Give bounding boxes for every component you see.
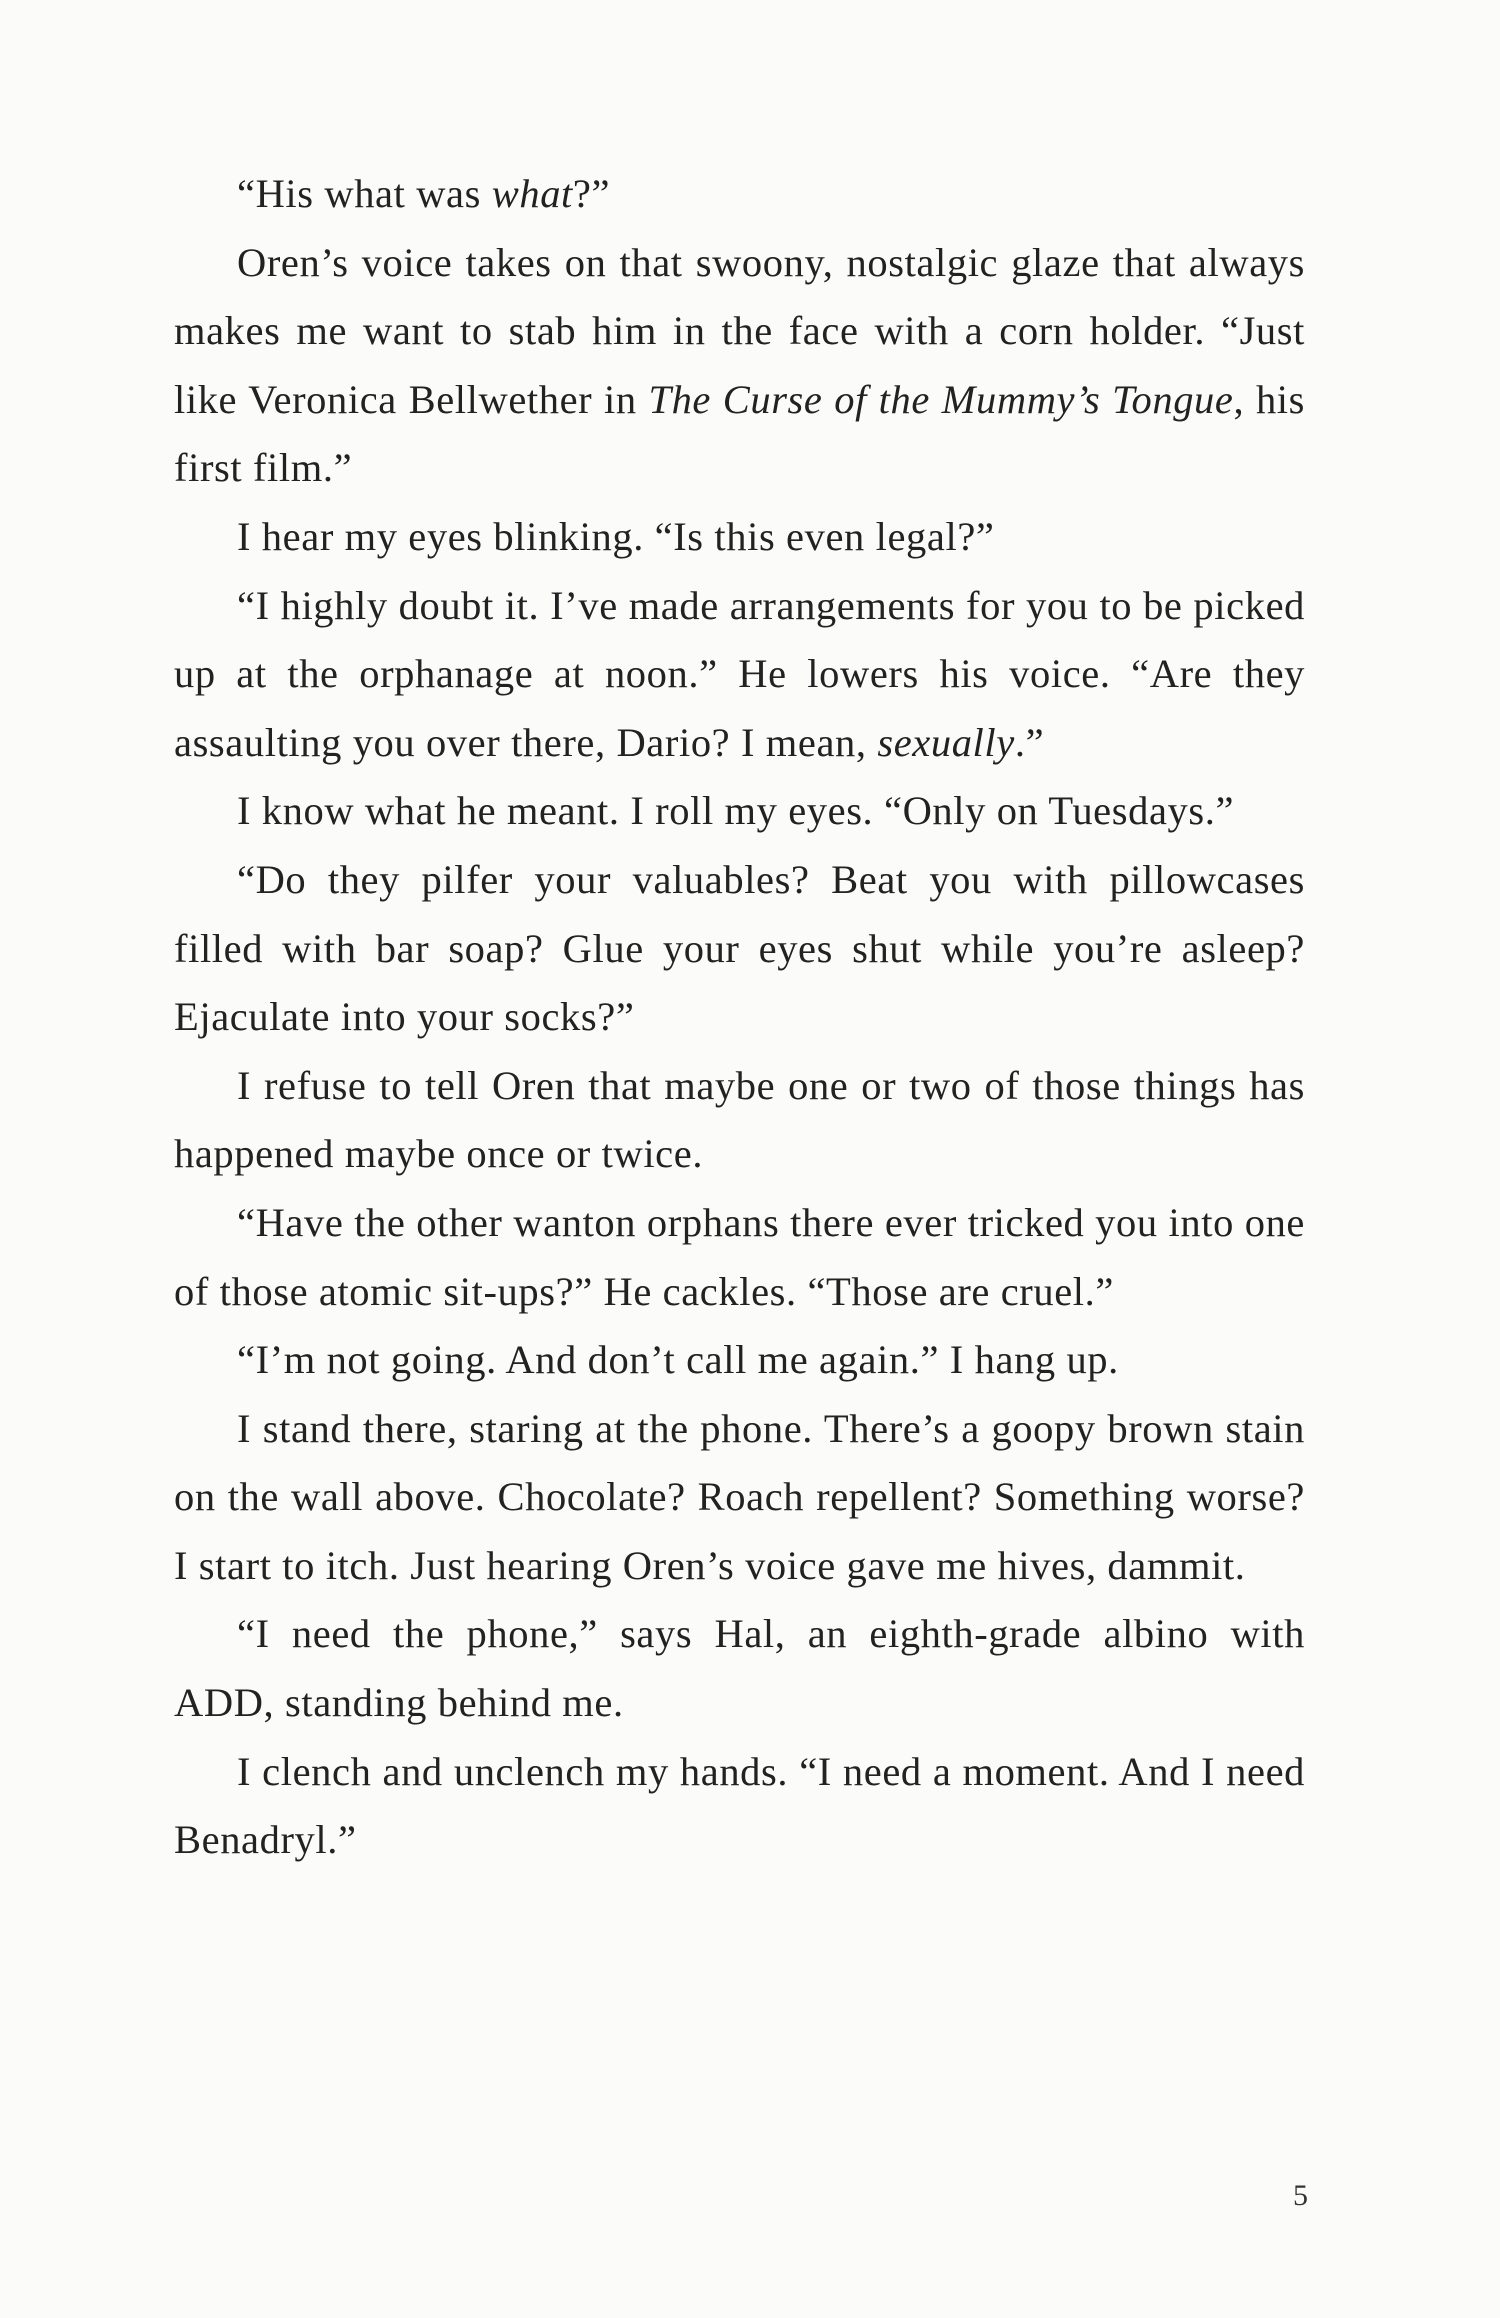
paragraph	[174, 1738, 1305, 1875]
paragraph	[174, 1052, 1305, 1189]
paragraph	[174, 1326, 1305, 1395]
text-run: I hear my eyes blinking. “Is this even legal?”	[237, 513, 995, 559]
text-run: “I’m not going. And don’t call me again.” I hang up.	[237, 1337, 1119, 1383]
paragraph	[174, 503, 1305, 572]
text-run: I refuse to tell Oren that maybe one or two of those things has happened maybe once or twice.	[174, 1062, 1305, 1177]
paragraph	[174, 1600, 1305, 1737]
text-run: “His what was	[237, 171, 492, 216]
paragraph	[174, 160, 1305, 229]
text-run: ?”	[572, 171, 611, 216]
text-run: , his first film.”	[174, 376, 1306, 491]
italic-text: what	[491, 171, 573, 216]
text-run: “Have the other wanton orphans there ever tricked you into one of those atomic sit-ups?” He cackles. “Those are cruel.”	[174, 1199, 1305, 1314]
text-run: “I need the phone,” says Hal, an eighth-grade albino with ADD, standing behind me.	[174, 1611, 1305, 1726]
text-run: .”	[1014, 719, 1045, 765]
italic-text: sexually	[877, 719, 1015, 765]
paragraph	[174, 572, 1305, 778]
text-run: Oren’s voice takes on that swoony, nostalgic glaze that always makes me want to stab him in the face with a corn holder. “Just like Veronica Bellwether in	[174, 239, 1305, 422]
paragraph	[174, 1189, 1305, 1326]
text-run: I know what he meant. I roll my eyes. “Only on Tuesdays.”	[237, 788, 1235, 834]
text-run: I clench and unclench my hands. “I need a moment. And I need Benadryl.”	[174, 1748, 1305, 1863]
page-number: 5	[1293, 2179, 1308, 2212]
text-run: “Do they pilfer your valuables? Beat you with pillowcases filled with bar soap? Glue your eyes shut while you’re asleep? Ejaculate into your socks?”	[174, 856, 1305, 1040]
paragraph	[174, 229, 1305, 503]
text-run: “I highly doubt it. I’ve made arrangements for you to be picked up at the orphanage at noon.” He lowers his voice. “Are they assaulting you over there, Dario? I mean,	[174, 582, 1305, 765]
text-run: I stand there, staring at the phone. There’s a goopy brown stain on the wall above. Chocolate? Roach repellent? Something worse? I start to itch. Just hearing Oren’s voice gave me hives, dammit.	[174, 1405, 1305, 1588]
body-text	[174, 160, 1305, 1875]
paragraph	[174, 1395, 1305, 1601]
paragraph	[174, 846, 1305, 1052]
italic-text: The Curse of the Mummy’s Tongue	[648, 376, 1234, 422]
paragraph	[174, 777, 1305, 846]
